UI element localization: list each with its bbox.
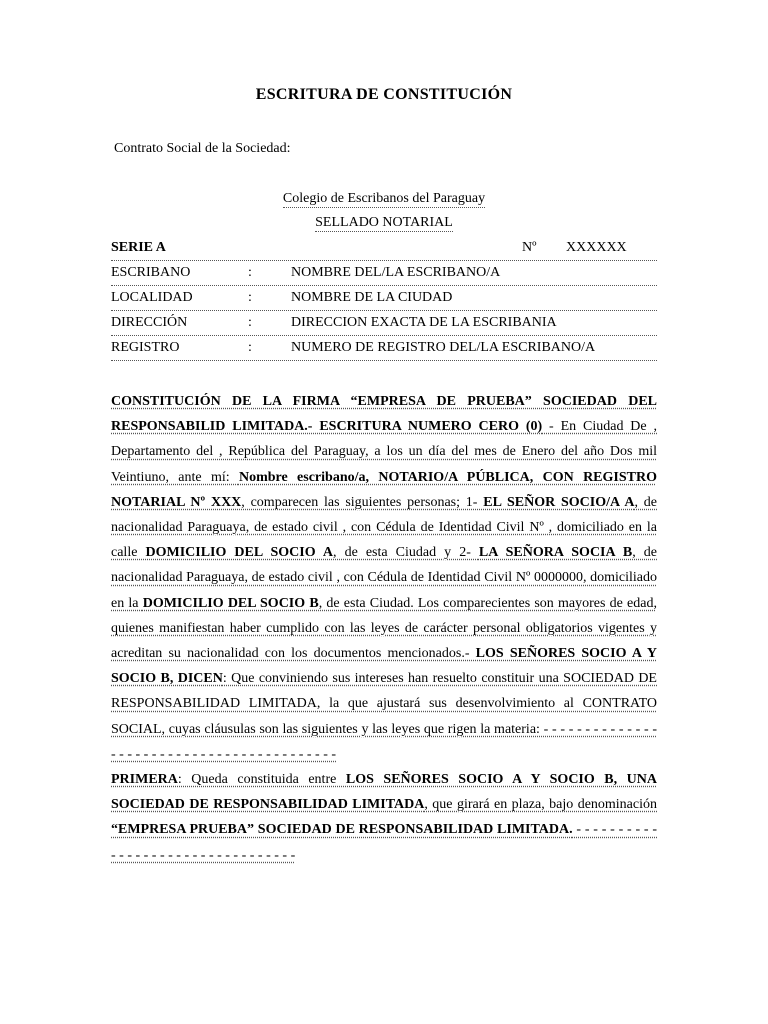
colegio-text: Colegio de Escribanos del Paraguay — [282, 191, 486, 206]
registry-value: NUMERO DE REGISTRO DEL/LA ESCRIBANO/A — [291, 340, 596, 355]
constitution-paragraph — [111, 389, 657, 767]
body-text: , de esta Ciudad y 2- — [333, 545, 479, 561]
registry-row-localidad — [111, 290, 657, 311]
document-title: ESCRITURA DE CONSTITUCIÓN — [255, 86, 513, 103]
registry-key: REGISTRO — [111, 340, 180, 355]
serie-label: SERIE A — [111, 240, 166, 255]
bold-text: LA SEÑORA SOCIA B — [478, 545, 633, 561]
registry-colon: : — [248, 340, 252, 355]
serie-number-label: Nº — [522, 240, 537, 255]
registry-row-registro — [111, 340, 657, 361]
body-text: - En Ciudad De , Departamento del , República del Paraguay, a los un día del mes de Enero del año Dos mil Veintiuno, ante mí: — [111, 419, 658, 485]
colegio-line — [0, 191, 768, 207]
bold-text: CONSTITUCIÓN DE LA FIRMA “EMPRESA DE PRUEBA” SOCIEDAD DEL RESPONSABILID LIMITADA.- ESCRITURA NUMERO CERO (0) — [111, 394, 657, 435]
bold-text: LOS SEÑORES SOCIO A Y SOCIO B, DICEN — [111, 646, 657, 687]
body-text: : Que conviniendo sus intereses han resuelto constituir una SOCIEDAD DE RESPONSABILIDAD LIMITADA, la que ajustará sus desenvolvimiento al CONTRATO SOCIAL, cuyas cláusulas son las siguientes y las leyes que rigen la materia: - - - - - - - - - - - - - - - - - - - - - - - - - - - - - - - - - - - - - - - - - - — [111, 671, 657, 762]
serie-row — [111, 240, 657, 261]
body-text: - - - - - - - - - - - - - - - - - - - - - - - - - - - - - - - - - — [111, 822, 657, 863]
bold-text: LOS SEÑORES SOCIO A Y SOCIO B, UNA SOCIEDAD DE RESPONSABILIDAD LIMITADA — [111, 772, 657, 813]
body-text: , comparecen las siguientes personas; 1- — [241, 494, 484, 510]
bold-text: DOMICILIO DEL SOCIO B — [142, 595, 319, 611]
primera-paragraph — [111, 767, 657, 868]
registry-value: NOMBRE DEL/LA ESCRIBANO/A — [291, 265, 501, 280]
registry-key: LOCALIDAD — [111, 290, 193, 305]
registry-value: NOMBRE DE LA CIUDAD — [291, 290, 453, 305]
document-subtitle: Contrato Social de la Sociedad: — [114, 141, 291, 156]
registry-colon: : — [248, 290, 252, 305]
body-text: , que girará en plaza, bajo denominación — [424, 797, 658, 813]
document-body — [111, 389, 657, 868]
sellado-line — [0, 215, 768, 231]
bold-text: “EMPRESA PRUEBA” SOCIEDAD DE RESPONSABILIDAD LIMITADA. — [111, 822, 573, 838]
registry-colon: : — [248, 265, 252, 280]
registry-key: ESCRIBANO — [111, 265, 191, 280]
registry-key: DIRECCIÓN — [111, 315, 188, 330]
sellado-text: SELLADO NOTARIAL — [315, 215, 453, 230]
body-text: , de nacionalidad Paraguaya, de estado civil , con Cédula de Identidad Civil Nº 0000000, domiciliado en la — [111, 545, 657, 611]
bold-text: Nombre escribano/a, NOTARIO/A PÚBLICA, CON REGISTRO NOTARIAL Nº XXX — [111, 469, 657, 510]
registry-row-direccion — [111, 315, 657, 336]
clause-label: PRIMERA — [111, 772, 178, 788]
bold-text: EL SEÑOR SOCIO/A A — [483, 494, 635, 510]
body-text: : Queda constituida entre — [177, 772, 346, 788]
registry-value: DIRECCION EXACTA DE LA ESCRIBANIA — [291, 315, 557, 330]
registry-row-escribano — [111, 265, 657, 286]
body-text: , de esta Ciudad. Los comparecientes son mayores de edad, quienes manifiestan haber cumplido con las leyes de carácter personal obligatorios vigentes y acreditan su nacionalidad con los documentos mencionados.- — [111, 595, 657, 662]
serie-number-value: XXXXXX — [566, 240, 627, 255]
registry-colon: : — [248, 315, 252, 330]
bold-text: DOMICILIO DEL SOCIO A — [145, 545, 334, 561]
body-text: , de nacionalidad Paraguaya, de estado civil , con Cédula de Identidad Civil Nº , domiciliado en la calle — [111, 494, 657, 561]
